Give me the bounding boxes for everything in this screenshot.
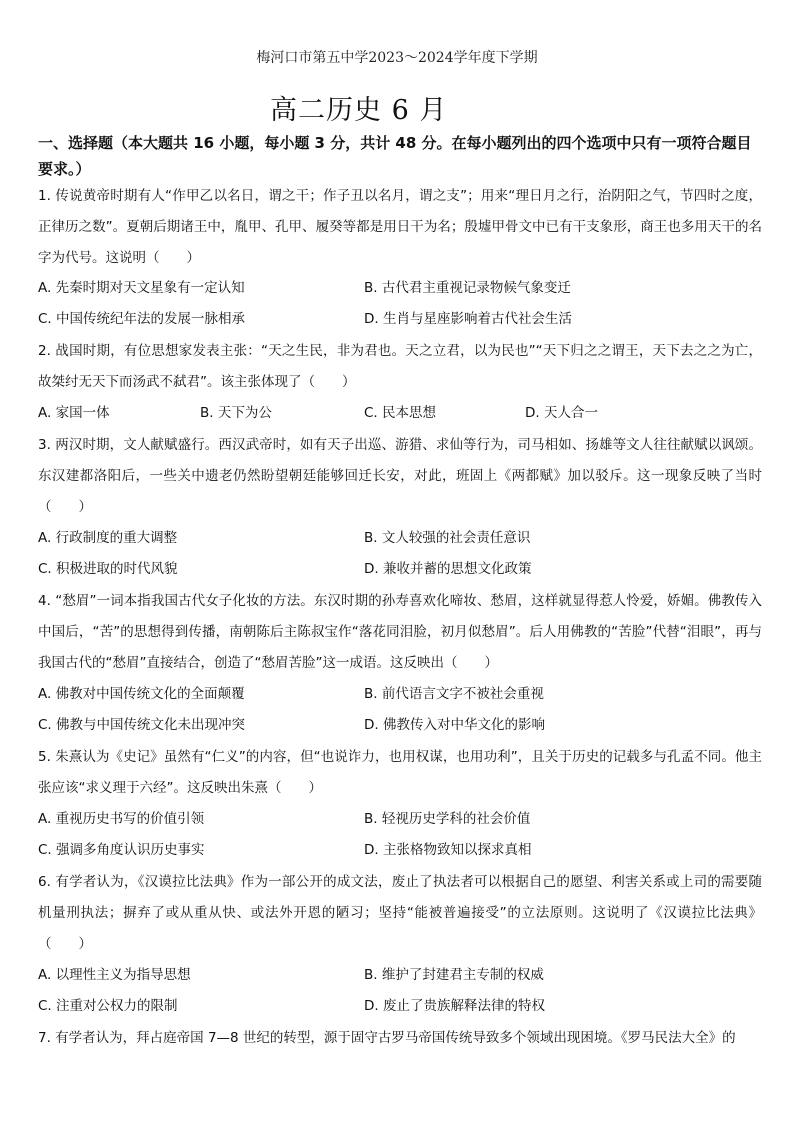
option-c: C. 强调多角度认识历史事实	[38, 842, 205, 858]
option-c: C. 注重对公权力的限制	[38, 998, 178, 1014]
question-5-stem: 5. 朱熹认为《史记》虽然有“仁义”的内容，但“也说诈力，也用权谋，也用功利”，且关于历史的记载多与孔孟不同。他主张应该“求义理于六经”。这反映出朱熹（ ）	[38, 749, 762, 796]
question-3-options	[38, 523, 762, 554]
exam-title: 高二历史 6 月	[270, 95, 448, 126]
question-3-stem: 3. 两汉时期，文人献赋盛行。西汉武帝时，如有天子出巡、游猎、求仙等行为，司马相如、扬雄等文人往往献赋以讽颂。东汉建都洛阳后，一些关中遗老仍然盼望朝廷能够回迁长安，对此，班固上《两都赋》加以驳斥。这一现象反映了当时（ ）	[38, 437, 762, 515]
option-d: D. 佛教传入对中华文化的影响	[364, 717, 545, 733]
option-d: D. 天人合一	[525, 405, 598, 421]
option-b: B. 天下为公	[200, 405, 272, 421]
option-a: A. 先秦时期对天文星象有一定认知	[38, 280, 245, 296]
option-a: A. 以理性主义为指导思想	[38, 967, 191, 983]
question-6-stem: 6. 有学者认为，《汉谟拉比法典》作为一部公开的成文法，废止了执法者可以根据自己的愿望、利害关系或上司的需要随机量刑执法；摒弃了或从重从快、或法外开恩的陋习；坚持“能被普遍接受”的立法原则。这说明了《汉谟拉比法典》（ ）	[38, 874, 762, 952]
option-a: A. 家国一体	[38, 405, 110, 421]
option-a: A. 行政制度的重大调整	[38, 530, 178, 546]
option-c: C. 积极进取的时代风貌	[38, 561, 178, 577]
option-d: D. 兼收并蓄的思想文化政策	[364, 561, 532, 577]
question-5-options	[38, 804, 762, 835]
option-b: B. 轻视历史学科的社会价值	[364, 811, 531, 827]
question-1-stem: 1. 传说黄帝时期有人“作甲乙以名日，谓之干；作子丑以名月，谓之支”；用来“理日月之行，治阴阳之气，节四时之度，正律历之数”。夏朝后期诸王中，胤甲、孔甲、履癸等都是用日干为名；殷墟甲骨文中已有干支象形，商王也多用天干的名字为代号。这说明（ ）	[38, 188, 762, 266]
question-2-stem: 2. 战国时期，有位思想家发表主张：“天之生民，非为君也。天之立君，以为民也”“天下归之之谓王，天下去之之为亡，故桀纣无天下而汤武不弑君”。该主张体现了（ ）	[38, 343, 762, 390]
option-d: D. 生肖与星座影响着古代社会生活	[364, 311, 572, 327]
school-header: 梅河口市第五中学2023～2024学年度下学期	[256, 50, 538, 66]
question-4-options-2	[38, 710, 762, 741]
option-a: A. 佛教对中国传统文化的全面颠覆	[38, 686, 245, 702]
option-c: C. 民本思想	[364, 405, 437, 421]
question-5-options-2	[38, 835, 762, 866]
question-6-options	[38, 960, 762, 991]
question-4-stem: 4. “愁眉”一词本指我国古代女子化妆的方法。东汉时期的孙寿喜欢化啼妆、愁眉，这样就显得惹人怜爱，娇媚。佛教传入中国后，“苦”的思想得到传播，南朝陈后主陈叔宝作“落花同泪脸，初月似愁眉”。后人用佛教的“苦脸”代替“泪眼”，再与我国古代的“愁眉”直接结合，创造了“愁眉苦脸”这一成语。这反映出（ ）	[38, 593, 762, 671]
option-b: B. 维护了封建君主专制的权威	[364, 967, 544, 983]
question-4-options	[38, 679, 762, 710]
question-1-options-2	[38, 304, 762, 335]
option-b: B. 前代语言文字不被社会重视	[364, 686, 544, 702]
option-c: C. 中国传统纪年法的发展一脉相承	[38, 311, 246, 327]
question-3-options-2	[38, 554, 762, 585]
question-1-options	[38, 273, 762, 304]
question-6-options-2	[38, 991, 762, 1022]
option-b: B. 古代君主重视记录物候气象变迁	[364, 280, 571, 296]
section-heading: 一、选择题（本大题共 16 小题，每小题 3 分，共计 48 分。在每小题列出的四个选项中只有一项符合题目要求。）	[38, 134, 752, 178]
question-7-stem: 7. 有学者认为，拜占庭帝国 7—8 世纪的转型，源于固守古罗马帝国传统导致多个领域出现困境。《罗马民法大全》的	[38, 1030, 736, 1046]
option-c: C. 佛教与中国传统文化未出现冲突	[38, 717, 246, 733]
option-d: D. 废止了贵族解释法律的特权	[364, 998, 545, 1014]
option-a: A. 重视历史书写的价值引领	[38, 811, 205, 827]
question-2-options	[38, 398, 762, 429]
option-b: B. 文人较强的社会责任意识	[364, 530, 531, 546]
option-d: D. 主张格物致知以探求真相	[364, 842, 532, 858]
